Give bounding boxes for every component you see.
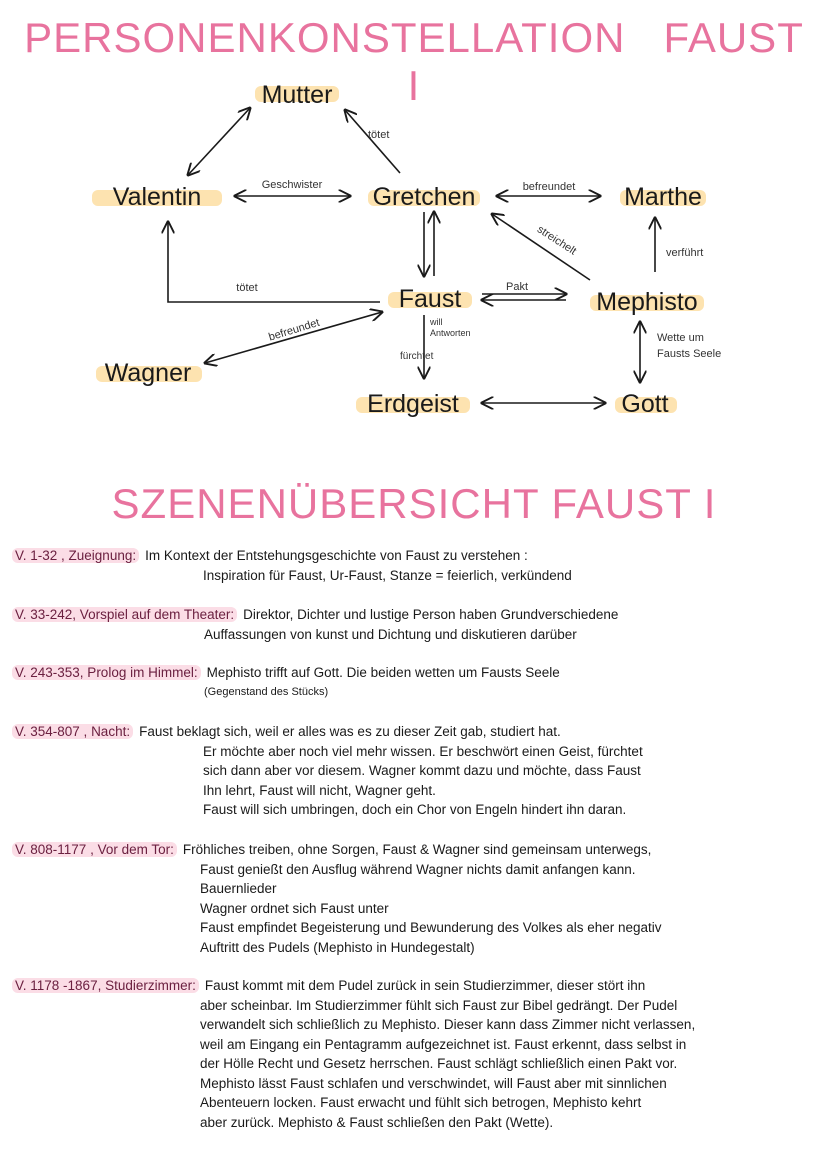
label-befreundet-wagner: befreundet: [267, 316, 322, 344]
title-suffix: FAUST I: [407, 14, 804, 109]
title2-text: SZENENÜBERSICHT FAUST I: [98, 480, 731, 528]
scene-label: V. 1-32 , Zueignung:: [12, 548, 139, 563]
character-diagram: [0, 60, 828, 460]
label-befreundet-marthe: befreundet: [522, 181, 576, 193]
edge-faust-wagner: [205, 312, 382, 363]
scene-line: Inspiration für Faust, Ur-Faust, Stanze = feierlich, verkündend: [203, 567, 572, 583]
scene-line: Fröhliches treiben, ohne Sorgen, Faust & Wagner sind gemeinsam unterwegs,: [182, 842, 652, 857]
edge-labels: [236, 129, 721, 362]
scene-line: Abenteuern locken. Faust erwacht und fühlt sich betrogen, Mephisto kehrt: [200, 1095, 642, 1110]
label-wette-2: Fausts Seele: [657, 348, 722, 360]
scene-line: Faust genießt den Ausflug während Wagner nichts damit anfangen kann.: [200, 861, 636, 877]
label-geschwister: Geschwister: [261, 179, 323, 191]
node-faust: Faust: [398, 285, 462, 313]
label-verfuehrt: verführt: [666, 247, 704, 259]
scene-label: V. 243-353, Prolog im Himmel:: [12, 665, 201, 680]
scene-line: Faust will sich umbringen, doch ein Chor von Engeln hindert ihn daran.: [203, 802, 627, 817]
scene-line: Mephisto lässt Faust schlafen und verschwindet, will Faust aber mit sinnlichen: [200, 1075, 667, 1091]
node-valentin: Valentin: [112, 183, 202, 211]
node-gott: Gott: [621, 390, 669, 418]
edge-gretchen-mutter: [345, 110, 400, 173]
scene-studierzimmer: [12, 976, 695, 1132]
node-mephisto: Mephisto: [596, 288, 698, 316]
node-marthe: Marthe: [624, 183, 702, 211]
scene-line: verwandelt sich schließlich zu Mephisto. Dieser kann dass Zimmer nicht verlassen,: [200, 1017, 696, 1032]
label-antworten: Antworten: [430, 328, 471, 338]
scene-line: weil am Eingang ein Pentagramm aufgezeichnet ist. Faust erkennt, dass selbst in: [200, 1036, 687, 1052]
scene-line: Wagner ordnet sich Faust unter: [200, 900, 389, 916]
scene-vorspiel: [12, 605, 618, 644]
scene-line: Bauernlieder: [200, 881, 277, 896]
scene-line: aber scheinbar. Im Studierzimmer fühlt sich Faust zur Bibel gedrängt. Der Pudel: [200, 997, 678, 1013]
scene-line: Faust beklagt sich, weil er alles was es zu dieser Zeit gab, studiert hat.: [139, 724, 561, 739]
scene-vor-dem-tor: [12, 840, 662, 957]
node-gretchen: Gretchen: [372, 183, 476, 211]
scene-zueignung: [12, 546, 572, 585]
page-title-scenes: [0, 480, 828, 528]
scene-line: Faust empfindet Begeisterung und Bewunderung des Volkes als eher negativ: [200, 920, 662, 935]
edge-faust-valentin: [168, 222, 380, 302]
scene-nacht: [12, 722, 643, 820]
scene-label: V. 33-242, Vorspiel auf dem Theater:: [12, 607, 237, 622]
node-erdgeist: Erdgeist: [367, 390, 459, 418]
node-wagner: Wagner: [104, 359, 192, 387]
label-wette-1: Wette um: [657, 332, 704, 344]
scene-line: sich dann aber vor diesem. Wagner kommt dazu und möchte, dass Faust: [203, 763, 641, 778]
label-fuerchtet: fürchtet: [400, 351, 434, 362]
label-pakt: Pakt: [505, 281, 529, 293]
scene-line: Auftritt des Pudels (Mephisto in Hundegestalt): [200, 939, 475, 955]
scene-line: aber zurück. Mephisto & Faust schließen den Pakt (Wette).: [200, 1114, 554, 1130]
scene-line: Direktor, Dichter und lustige Person haben Grundverschiedene: [243, 607, 619, 622]
scene-line: Im Kontext der Entstehungsgeschichte von Faust zu verstehen :: [145, 548, 528, 563]
scene-line: Mephisto trifft auf Gott. Die beiden wetten um Fausts Seele: [206, 665, 560, 680]
scene-label: V. 354-807 , Nacht:: [12, 724, 133, 739]
edge-mutter-valentin: [188, 108, 250, 175]
scene-prolog: [12, 663, 560, 702]
label-will: will: [430, 317, 443, 327]
scene-line: der Hölle Recht und Gesetz herrschen. Faust schlägt schließlich einen Pakt vor.: [200, 1056, 678, 1071]
scene-line: (Gegenstand des Stücks): [204, 685, 329, 698]
label-toetet-valentin: tötet: [236, 282, 258, 294]
scene-line: Ihn lehrt, Faust will nicht, Wagner geht.: [203, 782, 436, 798]
scene-label: V. 1178 -1867, Studierzimmer:: [12, 978, 199, 993]
scene-line: Er möchte aber noch viel mehr wissen. Er beschwört einen Geist, fürchtet: [203, 743, 643, 759]
scene-line: Auffassungen von kunst und Dichtung und diskutieren darüber: [204, 626, 577, 642]
scene-label: V. 808-1177 , Vor dem Tor:: [12, 842, 177, 857]
node-mutter: Mutter: [261, 81, 333, 109]
scene-line: Faust kommt mit dem Pudel zurück in sein Studierzimmer, dieser stört ihn: [204, 978, 646, 993]
label-toetet-mutter: tötet: [368, 129, 390, 141]
label-streichelt: streichelt: [534, 223, 579, 258]
title-text: PERSONENKONSTELLATION: [24, 14, 626, 61]
